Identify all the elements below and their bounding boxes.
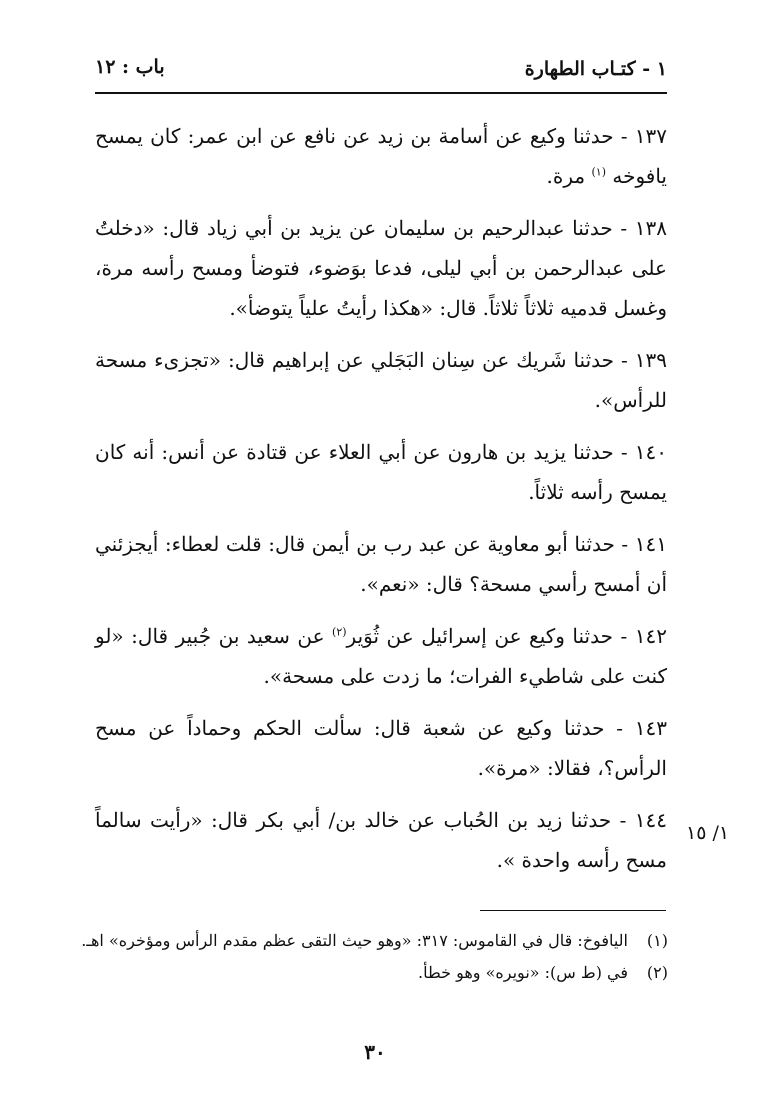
footnote-ref: (١) [591, 165, 606, 179]
footnote-ref: (٢) [332, 625, 347, 639]
hadith-paragraph [95, 116, 667, 196]
paragraph-text: ١٤٣ - حدثنا وكيع عن شعبة قال: سألت الحكم وحماداً عن مسح الرأس؟، فقالا: «مرة». [95, 716, 667, 780]
page-header [95, 52, 667, 94]
footnote [80, 926, 668, 956]
footnote-text: في (ط س): «نويره» وهو خطأ. [418, 963, 628, 982]
footnote-divider [480, 910, 666, 911]
paragraph-tail: عن سعيد بن جُبير قال: «لو كنت على شاطيء الفرات؛ ما زدت على مسحة». [95, 624, 667, 688]
hadith-paragraph [95, 708, 667, 788]
hadith-paragraph [95, 340, 667, 420]
margin-page-reference: ١/ ١٥ [686, 822, 730, 844]
hadith-paragraph [95, 800, 667, 880]
hadith-paragraph [95, 432, 667, 512]
paragraph-text: ١٣٨ - حدثنا عبدالرحيم بن سليمان عن يزيد بن أبي زياد قال: «دخلتُ على عبدالرحمن بن أبي ليلى، فدعا بوَضوء، فتوضأ ومسح رأسه مرة، وغسل قدميه ثلاثاً ثلاثاً. قال: «هكذا رأيتُ علياً يتوضأ». [95, 216, 667, 320]
paragraph-text: ١٤٠ - حدثنا يزيد بن هارون عن أبي العلاء عن قتادة عن أنس: أنه كان يمسح رأسه ثلاثاً. [95, 440, 667, 504]
page-number: ٣٠ [364, 1040, 386, 1064]
footnote-text: اليافوخ: قال في القاموس: ٣١٧: «وهو حيث التقى عظم مقدم الرأس ومؤخره» اهـ. [81, 931, 628, 950]
hadith-paragraph [95, 616, 667, 696]
paragraph-tail: مرة. [546, 164, 592, 188]
paragraph-text: ١٤٢ - حدثنا وكيع عن إسرائيل عن ثُوَير [346, 624, 667, 648]
paragraph-text: ١٣٩ - حدثنا شَريك عن سِنان البَجَلي عن إبراهيم قال: «تجزىء مسحة للرأس». [95, 348, 667, 412]
footnotes [80, 926, 668, 990]
hadith-paragraph [95, 208, 667, 328]
hadith-paragraph [95, 524, 667, 604]
footnote-number: (١) [646, 931, 668, 950]
book-title: ١ - كتـاب الطهارة [524, 58, 667, 80]
paragraph-text: ١٣٧ - حدثنا وكيع عن أسامة بن زيد عن نافع عن ابن عمر: كان يمسح يافوخه [95, 124, 667, 188]
footnote-number: (٢) [646, 963, 668, 982]
main-text [95, 116, 667, 892]
paragraph-text: ١٤١ - حدثنا أبو معاوية عن عبد رب بن أيمن قال: قلت لعطاء: أيجزئني أن أمسح رأسي مسحة؟ قال: «نعم». [95, 532, 667, 596]
chapter-label: باب : ١٢ [95, 56, 165, 78]
footnote [80, 958, 668, 988]
paragraph-text: ١٤٤ - حدثنا زيد بن الحُباب عن خالد بن/ أبي بكر قال: «رأيت سالماً مسح رأسه واحدة ». [95, 808, 667, 872]
